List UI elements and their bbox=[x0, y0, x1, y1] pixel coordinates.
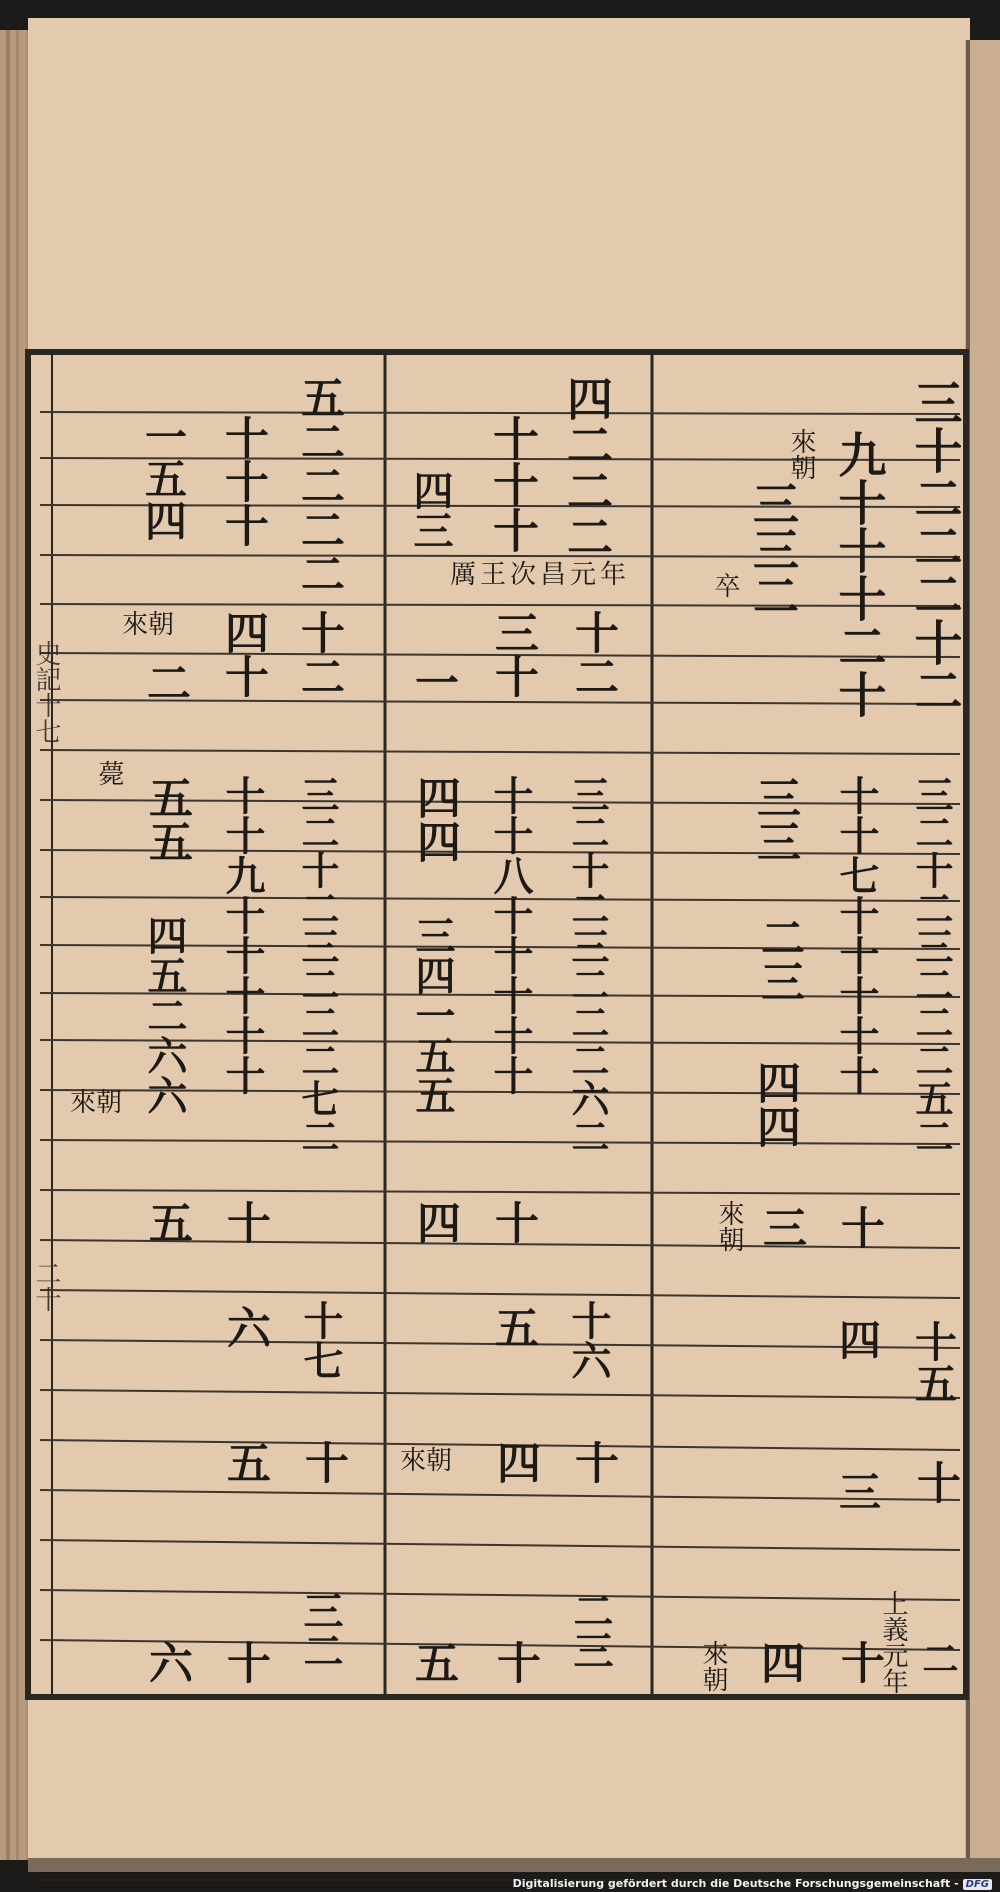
table-column: 來朝 bbox=[786, 428, 816, 480]
table-column: 上義元年 bbox=[878, 1590, 908, 1694]
table-column: 十十九十十十十十 bbox=[219, 775, 266, 1095]
table-column: 十二 bbox=[293, 610, 344, 698]
table-column: 三 bbox=[755, 1205, 806, 1249]
table-column: 來朝 bbox=[714, 1200, 744, 1252]
table-column: 十七 bbox=[297, 1300, 344, 1380]
table-column: 十二 bbox=[567, 610, 618, 698]
table-column: 四四 bbox=[749, 1060, 800, 1148]
table-column: 來朝 bbox=[70, 1088, 123, 1118]
digitization-credit bbox=[513, 1877, 992, 1890]
table-column: 來朝 bbox=[400, 1446, 453, 1476]
table-column: 三十二二二十二 bbox=[906, 378, 962, 714]
table-column: 三二十二三二二二五二 bbox=[909, 775, 954, 1155]
table-column: 二 bbox=[139, 660, 190, 704]
table-column: 四 bbox=[833, 1318, 882, 1360]
table-column: 四五二六六 bbox=[141, 915, 188, 1115]
table-column: 三二十二三二二二七二 bbox=[295, 775, 340, 1155]
table-column: 十 bbox=[489, 1640, 540, 1684]
credit-text: Digitalisierung gefördert durch die Deutsche Forschungsgemeinschaft - bbox=[512, 1877, 959, 1890]
table-column: 四三 bbox=[407, 470, 454, 550]
table-column: 五 bbox=[141, 1200, 192, 1244]
spine-label: 史記十七 bbox=[31, 640, 61, 744]
folio-number: 二十 bbox=[31, 1260, 61, 1312]
page-bottom-shadow bbox=[28, 1858, 1000, 1872]
table-column: 卒 bbox=[710, 572, 740, 598]
table-column: 六 bbox=[219, 1305, 270, 1349]
table-column: 一五四 bbox=[139, 415, 188, 541]
table-column: 十六 bbox=[565, 1300, 612, 1380]
table-column: 三二十二三二二二六二 bbox=[565, 775, 610, 1155]
table-column: 十 bbox=[909, 1460, 960, 1504]
table-column: 十 bbox=[219, 1200, 270, 1244]
table-column: 十 bbox=[487, 1200, 538, 1244]
table-column: 十 bbox=[833, 1640, 884, 1684]
table-column: 十十七十十十十十 bbox=[833, 775, 880, 1095]
right-page-edge bbox=[965, 40, 1000, 1860]
table-column: 十五 bbox=[909, 1320, 958, 1404]
table-column: 十 bbox=[833, 1205, 884, 1249]
table-column: 五 bbox=[487, 1305, 538, 1349]
table-column: 四 bbox=[409, 1200, 460, 1244]
table-column: 三十 bbox=[487, 610, 538, 698]
table-column: 五二二二二 bbox=[293, 375, 344, 595]
table-column: 十十十 bbox=[217, 415, 268, 547]
table-column: 四 bbox=[489, 1440, 540, 1484]
table-column: 四二二二 bbox=[560, 375, 614, 559]
table-column: 十十八十十十十十 bbox=[487, 775, 534, 1095]
table-column: 三四一五五 bbox=[409, 915, 456, 1115]
table-column: 來朝 bbox=[698, 1640, 728, 1692]
table-column: 六 bbox=[141, 1640, 192, 1684]
table-column: 五 bbox=[407, 1640, 458, 1684]
table-column: 三 bbox=[833, 1470, 882, 1512]
table-column: 厲王次昌元年 bbox=[450, 560, 631, 590]
table-column: 五 bbox=[219, 1440, 270, 1484]
table-column: 九十十十二十 bbox=[830, 430, 886, 718]
dfg-logo: DFG bbox=[963, 1879, 992, 1890]
table-column: 四十 bbox=[217, 610, 268, 698]
table-column: 十 bbox=[219, 1640, 270, 1684]
table-column: 二三 bbox=[567, 1590, 614, 1670]
table-column: 三二 bbox=[297, 1590, 344, 1670]
table-column: 二 bbox=[917, 1640, 959, 1676]
table-column: 二三 bbox=[753, 915, 804, 1003]
table-column: 十 bbox=[567, 1440, 618, 1484]
table-column: 四四 bbox=[409, 775, 460, 863]
table-column: 來朝 bbox=[122, 610, 175, 640]
table-column: 十 bbox=[297, 1440, 348, 1484]
table-column: 一 bbox=[407, 660, 458, 704]
table-column: 五五 bbox=[141, 775, 192, 863]
table-column: 十十十 bbox=[486, 415, 540, 553]
table-column: 三三二 bbox=[746, 480, 800, 618]
table-column: 薨 bbox=[94, 760, 124, 786]
table-column: 四 bbox=[753, 1640, 804, 1684]
table-column: 三三 bbox=[749, 775, 800, 863]
